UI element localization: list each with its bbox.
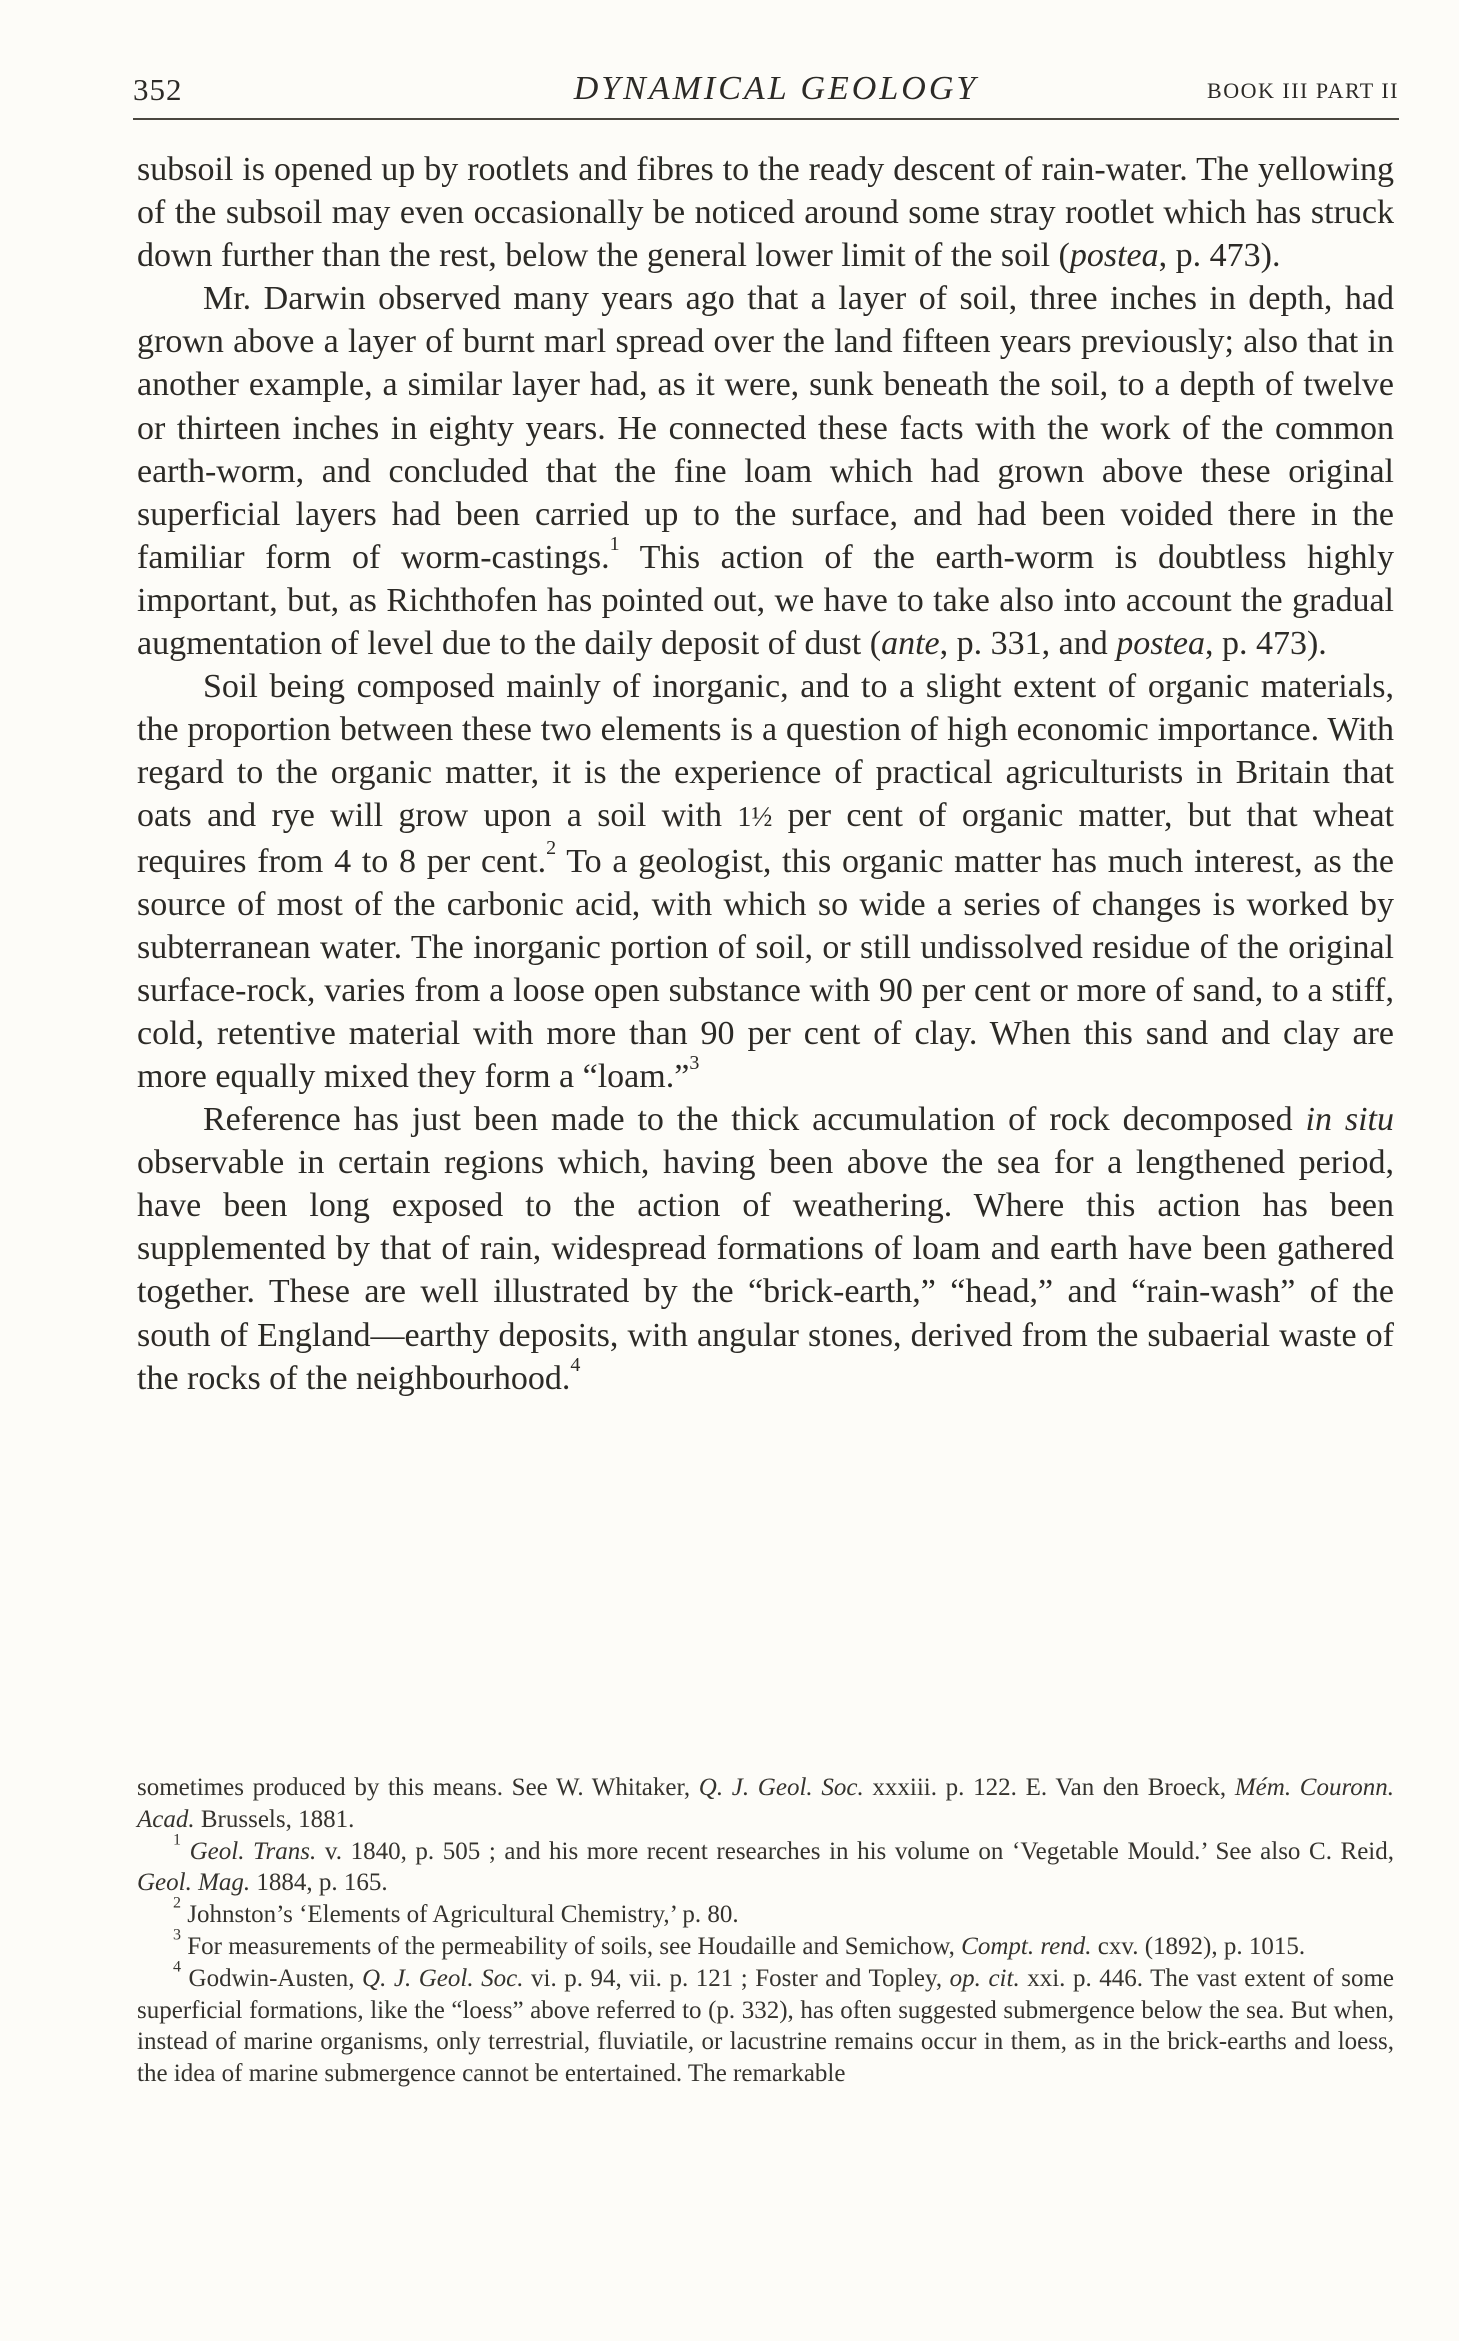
footnote-continuation: sometimes produced by this means. See W. Whitaker, Q. J. Geol. Soc. xxxiii. p. 122. E. Van den Broeck, Mém. Couronn. Acad. Brussels, 1881. [137, 1774, 1395, 1833]
paragraph-2: Mr. Darwin observed many years ago that a layer of soil, three inches in depth, had grown above a layer of burnt marl spread over the land fifteen years previously; also that in another example, a similar layer had, as it were, sunk beneath the soil, to a depth of twelve or thirteen inches in eighty years. He connected these facts with the work of the common earth-worm, and concluded that the fine loam which had grown above these original superficial layers had been carried up to the surface, and had been voided there in the familiar form of worm-castings.$^1$ This action of the earth-worm is doubtless highly important, but, as Richthofen has pointed out, we have to take also into account the gradual augmentation of level due to the daily deposit of dust (ante, p. 331, and postea, p. 473). [137, 280, 1394, 663]
main-text [137, 148, 1394, 1400]
footnote-1: $^1$ Geol. Trans. v. 1840, p. 505 ; and his more recent researches in his volume on ‘Vegetable Mould.’ See also C. Reid, Geol. Mag. 1884, p. 165. [137, 1831, 1394, 1897]
running-header [133, 68, 1399, 120]
paragraph-1: subsoil is opened up by rootlets and fibres to the ready descent of rain-water. The yellowing of the subsoil may even occasionally be noticed around some stray rootlet which has struck down further than the rest, below the general lower limit of the soil (postea, p. 473). [137, 151, 1394, 275]
footnote-ref-4: 4 [570, 1353, 581, 1376]
footnote-4: $^4$ Godwin-Austen, Q. J. Geol. Soc. vi. p. 94, vii. p. 121 ; Foster and Topley, op. cit. xxi. p. 446. The vast extent of some superficial formations, like the “loess” above referred to (p. 332), has often suggested submergence below the sea. But when, instead of marine organisms, only terrestrial, fluviatile, or lacustrine remains occur in them, as in the brick-earths and loess, the idea of marine submergence cannot be entertained. The remarkable [137, 1958, 1395, 2088]
paragraph-4: Reference has just been made to the thick accumulation of rock decomposed in situ observable in certain regions which, having been above the sea for a lengthened period, have been long exposed to the action of weathering. Where this action has been supplemented by that of rain, widespread formations of loam and earth have been gathered together. These are well illustrated by the “brick-earth,” “head,” and “rain-wash” of the south of England—earthy deposits, with angular stones, derived from the subaerial waste of the rocks of the neighbourhood.$^4$ [137, 1101, 1394, 1397]
footnote-mark: 1 [173, 1831, 181, 1849]
running-title: DYNAMICAL GEOLOGY [573, 70, 979, 107]
book-part-label: BOOK III PART II [1207, 78, 1399, 103]
footnote-ref-2: 2 [546, 836, 557, 859]
paragraph-3: Soil being composed mainly of inorganic, and to a slight extent of organic materials, the proportion between these two elements is a question of high economic importance. With regard to the organic matter, it is the experience of practical agriculturists in Britain that oats and rye will grow upon a soil with 1½ per cent of organic matter, but that wheat requires from 4 to 8 per cent.$^2$ To a geologist, this organic matter has much interest, as the source of most of the carbonic acid, with which so wide a series of changes is worked by subterranean water. The inorganic portion of soil, or still undissolved residue of the original surface-rock, varies from a loose open substance with 90 per cent or more of sand, to a stiff, cold, retentive material with more than 90 per cent of clay. When this sand and clay are more equally mixed they form a “loam.”$^3$ [137, 668, 1395, 1095]
footnote-mark: 4 [173, 1958, 181, 1976]
footnote-ref-3: 3 [689, 1051, 700, 1074]
fraction: 1½ [737, 802, 773, 834]
footnote-ref-1: 1 [609, 532, 620, 555]
footnote-2: $^2$ Johnston’s ‘Elements of Agricultural Chemistry,’ p. 80. [173, 1894, 739, 1929]
footnote-mark: 3 [173, 1926, 181, 1944]
footnotes [137, 1772, 1394, 2090]
footnote-3: $^3$ For measurements of the permeability of soils, see Houdaille and Semichow, Compt. rend. cxv. (1892), p. 1015. [173, 1926, 1306, 1960]
page-number: 352 [133, 72, 183, 107]
footnote-mark: 2 [173, 1894, 181, 1912]
